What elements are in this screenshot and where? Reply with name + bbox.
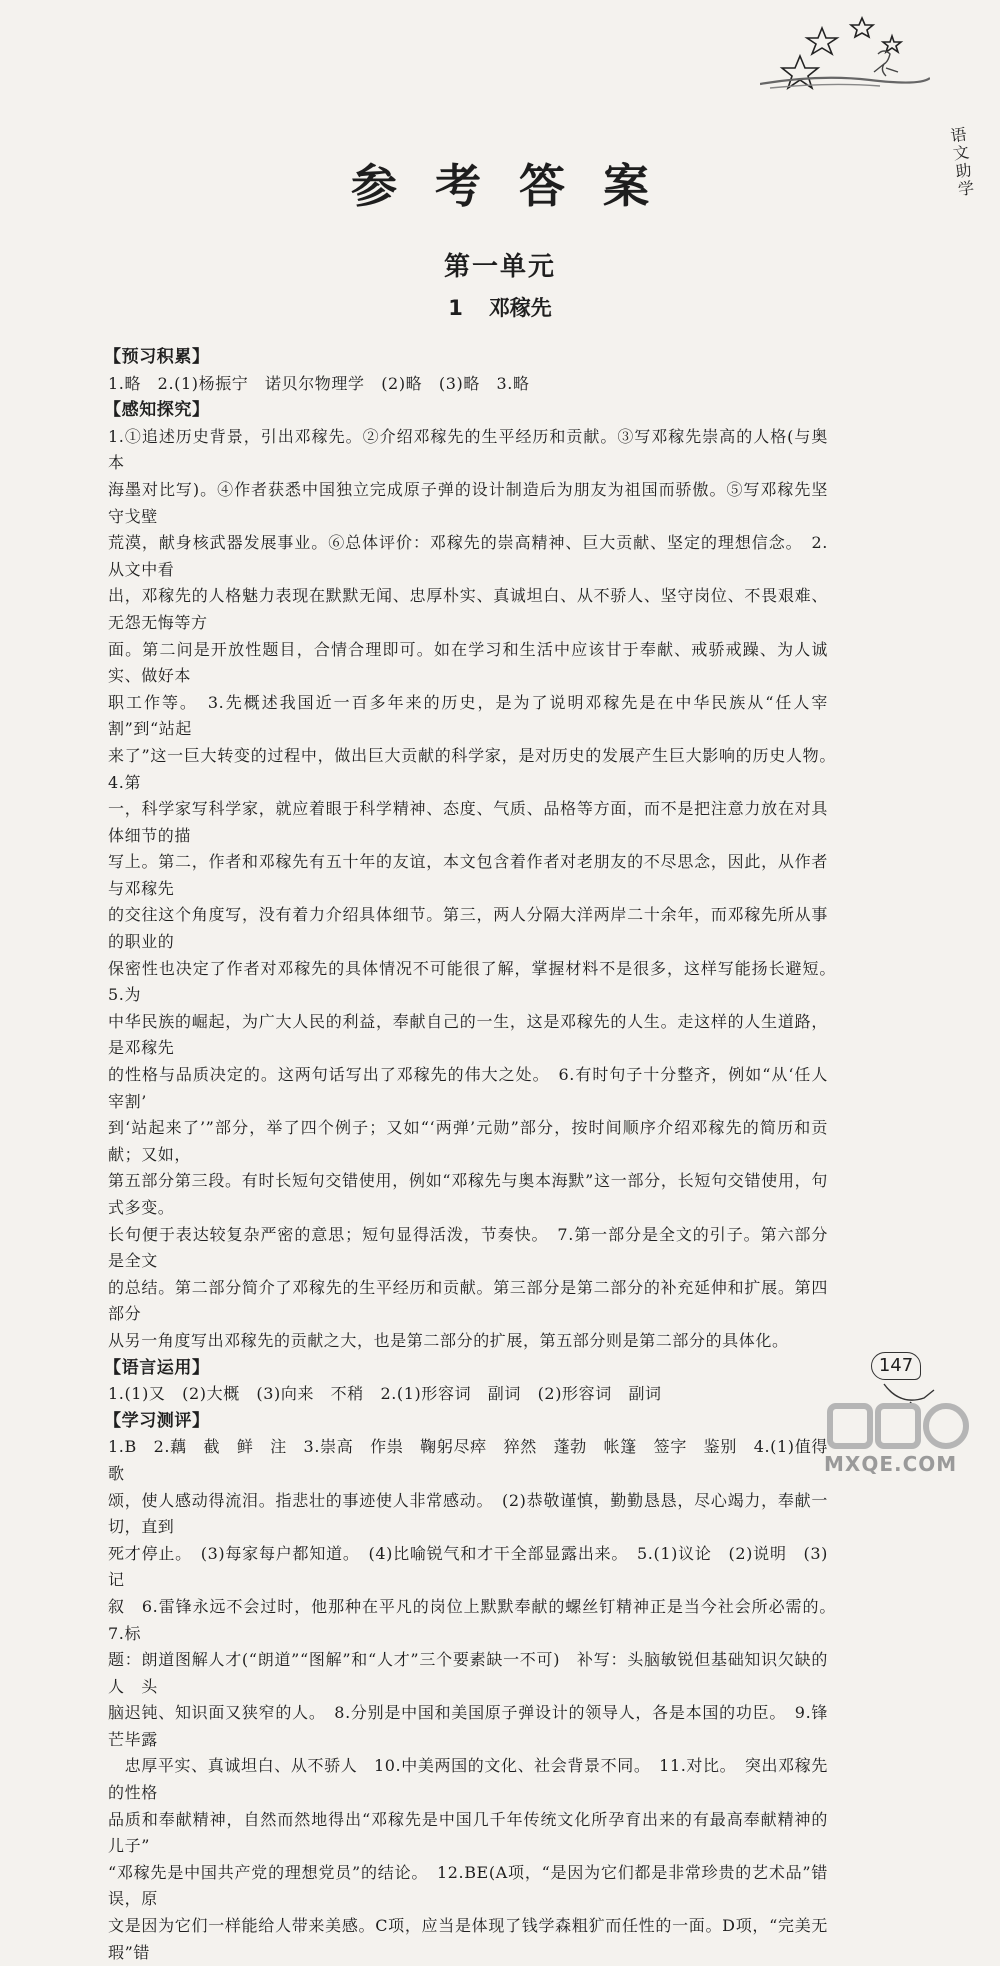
answer-line: 的性格与品质决定的。这两句话写出了邓稼先的伟大之处。 6.有时句子十分整齐，例如“从‘任人宰割’ xyxy=(108,1065,828,1111)
answer-line: 出，邓稼先的人格魅力表现在默默无闻、忠厚朴实、真诚坦白、从不骄人、坚守岗位、不畏艰难、无怨无悔等方 xyxy=(108,586,828,632)
answer-line: 脑迟钝、知识面又狭窄的人。 8.分别是中国和美国原子弹设计的领导人，各是本国的功臣。 9.锋芒毕露 xyxy=(108,1703,828,1749)
answer-line: 海墨对比写)。④作者获悉中国独立完成原子弹的设计制造后为朋友为祖国而骄傲。⑤写邓稼先坚守戈壁 xyxy=(108,479,828,526)
answer-line: 到‘站起来了’”部分，举了四个例子；又如“‘两弹’元勋”部分，按时间顺序介绍邓稼先的简历和贡献；又如， xyxy=(108,1118,828,1164)
answer-line: 颂，使人感动得流泪。指悲壮的事迹使人非常感动。 (2)恭敬谨慎，勤勤恳恳，尽心竭力，奉献一切，直到 xyxy=(108,1490,828,1537)
section-heading: 【学习测评】 xyxy=(104,1410,210,1431)
answer-line: 的交往这个角度写，没有着力介绍具体细节。第三，两人分隔大洋两岸二十余年，而邓稼先所从事的职业的 xyxy=(108,905,828,952)
answer-line: 第五部分第三段。有时长短句交错使用，例如“邓稼先与奥本海默”这一部分，长短句交错使用，句式多变。 xyxy=(108,1171,828,1217)
answer-line: 1.略 2.(1)杨振宁 诺贝尔物理学 (2)略 (3)略 3.略 xyxy=(108,373,530,393)
answer-line: 品质和奉献精神，自然而然地得出“邓稼先是中国几千年传统文化所孕育出来的有最高奉献精神的儿子” xyxy=(108,1809,828,1856)
section-heading: 【预习积累】 xyxy=(104,347,210,367)
lesson-name: 邓稼先 xyxy=(488,296,552,320)
answer-line: 1.B 2.藕 截 鲜 注 3.崇高 作祟 鞠躬尽瘁 猝然 蓬勃 帐篷 签字 鉴别 4.(1)值得歌 xyxy=(108,1437,828,1483)
answer-content xyxy=(104,344,845,1966)
lesson-number: 1 xyxy=(448,296,463,320)
page-number: 147 xyxy=(871,1352,921,1380)
page-title: 参考答案 xyxy=(351,159,687,213)
unit-title: 第一单元 xyxy=(443,252,556,282)
answer-line: 的总结。第二部分简介了邓稼先的生平经历和贡献。第三部分是第二部分的补充延伸和扩展。第四部分 xyxy=(108,1277,828,1324)
answer-line: 从另一角度写出邓稼先的贡献之大，也是第二部分的扩展，第五部分则是第二部分的具体化。 xyxy=(108,1330,789,1350)
answer-line: 文是因为它们一样能给人带来美感。C项，应当是体现了钱学森粗犷而任性的一面。D项，“完美无瑕”错 xyxy=(108,1916,828,1962)
watermark-text: MXQE.COM xyxy=(824,1452,958,1476)
answer-line: 题：朗道图解人才(“朗道”“图解”和“人才”三个要素缺一不可) 补写：头脑敏锐但基础知识欠缺的人 头 xyxy=(108,1650,828,1696)
answer-line: 中华民族的崛起，为广大人民的利益，奉献自己的一生，这是邓稼先的人生。走这样的人生道路，是邓稼先 xyxy=(108,1011,828,1058)
answer-line: 写上。第二，作者和邓稼先有五十年的友谊，本文包含着作者对老朋友的不尽思念，因此，从作者与邓稼先 xyxy=(108,852,828,898)
lesson-title xyxy=(0,292,1000,322)
answer-line: 叙 6.雷锋永远不会过时，他那种在平凡的岗位上默默奉献的螺丝钉精神正是当今社会所必需的。 7.标 xyxy=(108,1596,845,1643)
answer-line: 荒漠，献身核武器发展事业。⑥总体评价：邓稼先的崇高精神、巨大贡献、坚定的理想信念。 2.从文中看 xyxy=(108,533,828,579)
answer-line: 忠厚平实、真诚坦白、从不骄人 10.中美两国的文化、社会背景不同。 11.对比。 突出邓稼先的性格 xyxy=(108,1756,828,1803)
answer-line: 一，科学家写科学家，就应着眼于科学精神、态度、气质、品格等方面，而不是把注意力放在对具体细节的描 xyxy=(108,799,828,845)
answer-line: 死才停止。 (3)每家每户都知道。 (4)比喻锐气和才干全部显露出来。 5.(1)议论 (2)说明 (3)记 xyxy=(108,1543,828,1590)
answer-line: 1.①追述历史背景，引出邓稼先。②介绍邓稼先的生平经历和贡献。③写邓稼先崇高的人格(与奥本 xyxy=(108,426,828,473)
answer-line: 长句便于表达较复杂严密的意思；短句显得活泼，节奏快。 7.第一部分是全文的引子。第六部分是全文 xyxy=(108,1224,828,1271)
answer-line: 1.(1)又 (2)大概 (3)向来 不稍 2.(1)形容词 副词 (2)形容词 副词 xyxy=(108,1384,662,1404)
section-heading: 【感知探究】 xyxy=(104,400,210,421)
answer-line: 保密性也决定了作者对邓稼先的具体情况不可能很了解，掌握材料不是很多，这样写能扬长避短。 5.为 xyxy=(108,958,845,1005)
section-heading: 【语言运用】 xyxy=(104,1357,210,1378)
stars-decoration-icon xyxy=(760,14,930,106)
answer-line: 职工作等。 3.先概述我国近一百多年来的历史，是为了说明邓稼先是在中华民族从“任人宰割”到“站起 xyxy=(108,692,828,739)
answer-line: “邓稼先是中国共产党的理想党员”的结论。 12.BE(A项，“是因为它们都是非常珍贵的艺术品”错误，原 xyxy=(108,1862,828,1909)
answer-line: 来了”这一巨大转变的过程中，做出巨大贡献的科学家，是对历史的发展产生巨大影响的历史人物。 4.第 xyxy=(108,745,845,792)
side-tag: 语文助学 xyxy=(946,125,976,200)
answer-line: 面。第二问是开放性题目，合情合理即可。如在学习和生活中应该甘于奉献、戒骄戒躁、为人诚实、做好本 xyxy=(108,639,828,686)
